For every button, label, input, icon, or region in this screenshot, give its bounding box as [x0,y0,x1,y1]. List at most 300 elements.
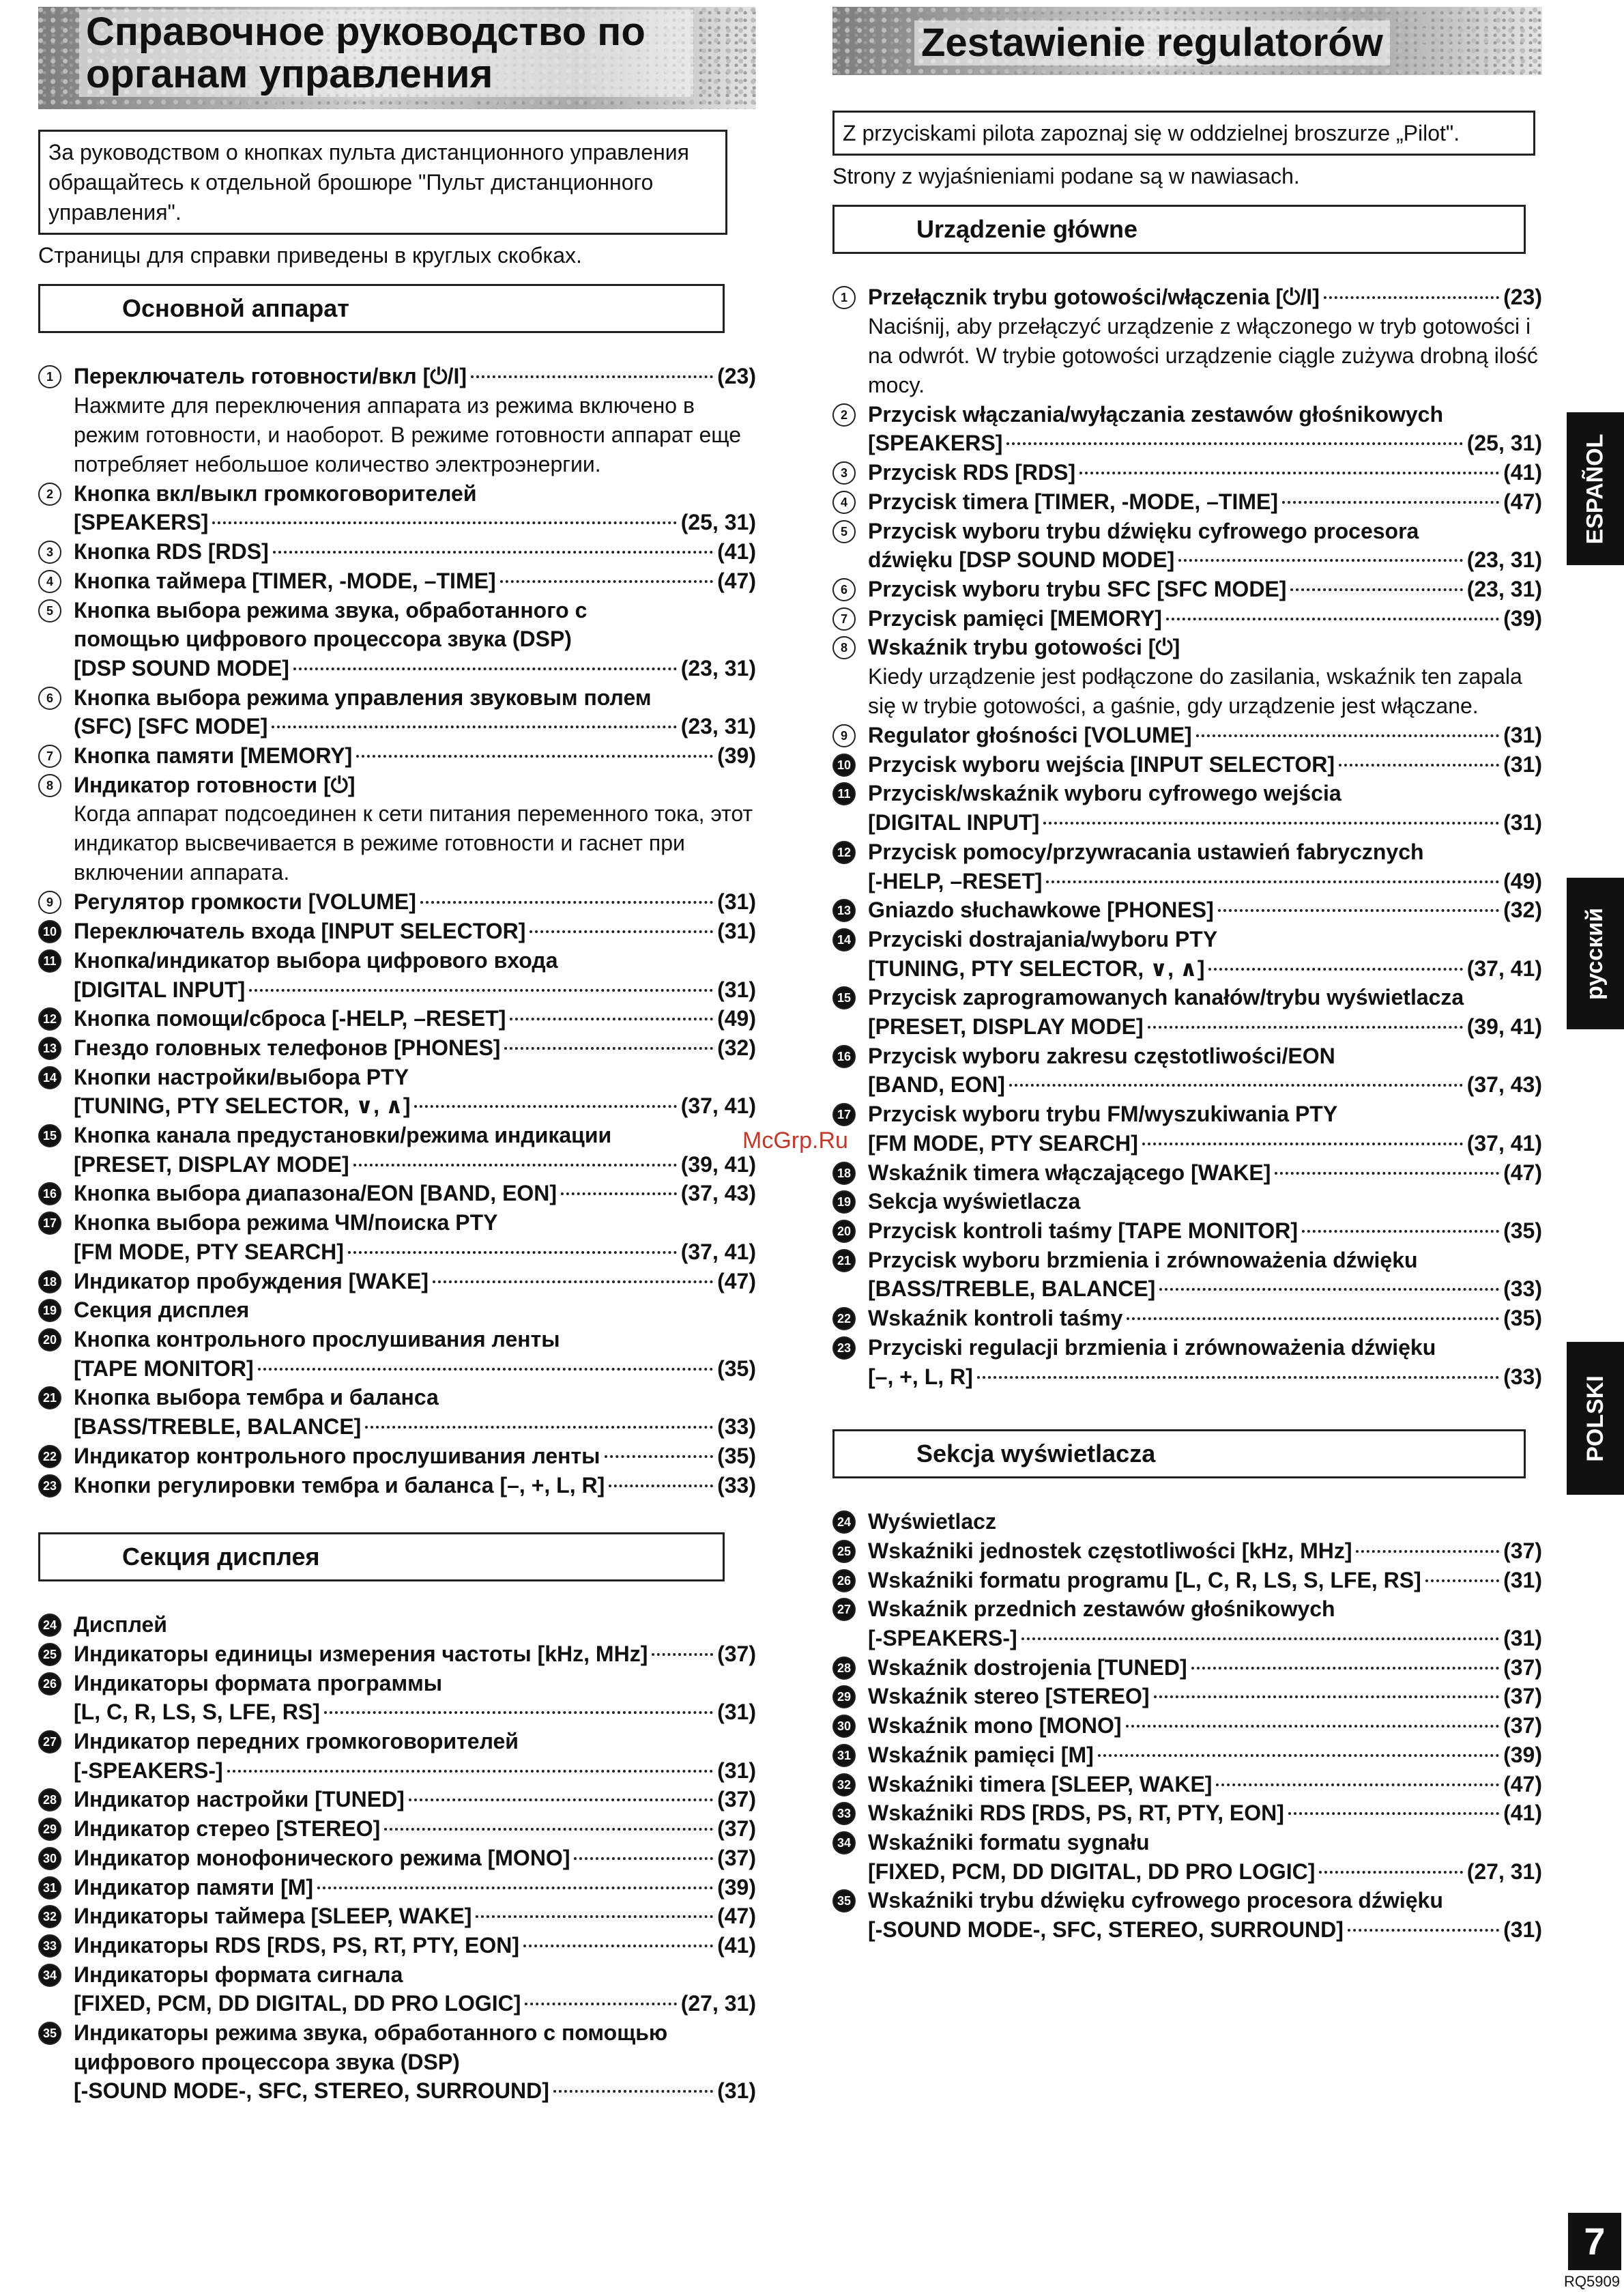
item-number-badge: 10 [832,754,856,777]
page-reference: (47) [717,568,756,593]
item-row [74,2076,756,2106]
item-number-badge: 20 [832,1220,856,1243]
page-reference: (37, 41) [680,1093,756,1119]
list-item [38,1960,756,2018]
item-row [868,1216,1542,1246]
dot-leader [609,1485,713,1487]
item-row [868,1012,1542,1042]
dot-leader [1208,968,1462,971]
list-item [832,1100,1542,1158]
item-row [74,1785,756,1814]
list-item [38,2018,756,2106]
item-row [74,1814,756,1844]
item-label: [FIXED, PCM, DD DIGITAL, DD PRO LOGIC] [74,1991,521,2016]
dot-leader [433,1280,713,1283]
item-label: Gniazdo słuchawkowe [PHONES] [868,898,1214,923]
list-item [38,1063,756,1121]
item-label: Кнопка контрольного прослушивания ленты [74,1326,560,1351]
dot-leader [1159,1288,1499,1291]
dot-leader [1191,1667,1499,1670]
item-number-badge: 26 [38,1672,61,1695]
list-item [832,1566,1542,1595]
page-reference: (33) [1503,1276,1542,1302]
pl-page-title: Zestawienie regulatorów [914,20,1390,66]
list-item [832,1304,1542,1333]
list-item [832,283,1542,400]
item-row [868,1129,1542,1158]
item-label: [TAPE MONITOR] [74,1356,254,1381]
item-row [74,1354,756,1384]
dot-leader [258,1368,713,1371]
item-label: Przycisk zaprogramowanych kanałów/trybu wyświetlacza [868,985,1464,1010]
dot-leader [500,580,714,583]
dot-leader [1216,1784,1499,1786]
item-label: Кнопка таймера [TIMER, -MODE, –TIME] [74,568,496,593]
item-label: Regulator głośności [VOLUME] [868,723,1192,748]
item-number-badge: 2 [38,483,61,506]
item-label: Индикатор готовности [⏻] [74,772,356,797]
list-item [832,1333,1542,1391]
page-reference: (32) [1503,898,1542,923]
item-number-badge: 20 [38,1328,61,1351]
item-number-badge: 9 [38,891,61,914]
list-item [38,946,756,1004]
list-item [38,1004,756,1033]
list-item [38,1727,756,1785]
dot-leader [414,1105,676,1108]
item-row [868,1653,1542,1682]
dot-leader [471,375,713,378]
list-item [832,779,1542,837]
dot-leader [249,989,713,992]
list-item [832,983,1542,1041]
item-description: Когда аппарат подсоединен к сети питания переменного тока, этот индикатор высвечивается в режиме готовности и гаснет при включении аппарата. [74,801,753,885]
item-row [868,867,1542,896]
dot-leader [652,1653,713,1656]
item-label: Кнопка RDS [RDS] [74,539,269,564]
page-reference: (23, 31) [680,714,756,739]
page-reference: (23) [1503,285,1542,309]
item-number-badge: 17 [832,1103,856,1126]
page-reference: (25, 31) [680,510,756,535]
item-row [868,1770,1542,1799]
item-label: Wskaźniki formatu programu [L, C, R, LS, S, LFE, RS] [868,1567,1421,1592]
list-item [832,1886,1542,1944]
dot-leader [212,521,676,524]
list-item [38,887,756,917]
item-number-badge: 27 [38,1730,61,1753]
item-row [868,1741,1542,1770]
item-row [74,1412,756,1442]
dot-leader [1282,501,1499,504]
list-item [38,1208,756,1266]
item-label: Wskaźniki timera [SLEEP, WAKE] [868,1771,1213,1796]
item-label: Przełącznik trybu gotowości/włączenia [⏻/I] [868,285,1320,309]
list-item [832,750,1542,779]
page-number: 7 [1568,2213,1621,2270]
item-label: Переключатель готовности/вкл [⏻/I] [74,364,467,388]
document-code: RQ5909 [1564,2273,1620,2290]
page-reference: (31) [717,889,756,915]
page-reference: (31) [1503,751,1542,777]
ru-display-heading: Секция дисплея [38,1532,725,1581]
dot-leader [1425,1579,1499,1582]
item-number-badge: 33 [38,1934,61,1958]
dot-leader [1302,1230,1499,1233]
item-label: Wyświetlacz [868,1509,996,1534]
item-number-badge: 7 [832,607,856,631]
item-number-badge: 16 [38,1182,61,1205]
item-label: Przyciski regulacji brzmienia i zrównoważenia dźwięku [868,1334,1436,1360]
item-label: Индикатор пробуждения [WAKE] [74,1268,429,1293]
item-number-badge: 29 [38,1818,61,1841]
item-row [868,750,1542,779]
item-number-badge: 31 [832,1744,856,1767]
list-item [38,1033,756,1063]
dot-leader [1021,1637,1499,1640]
dot-leader [1142,1143,1463,1145]
item-label: Wskaźnik timera włączającego [WAKE] [868,1160,1271,1185]
dot-leader [1148,1026,1463,1029]
item-number-badge: 8 [832,636,856,659]
item-row [74,1989,756,2018]
item-row [74,1844,756,1873]
item-label: Индикаторы режима звука, обработанного с помощью [74,2020,668,2046]
list-item [832,1741,1542,1770]
item-number-badge: 21 [832,1249,856,1272]
list-item [832,517,1542,575]
page-reference: (39) [1503,1742,1542,1767]
list-item [38,567,756,596]
item-label: [–, +, L, R] [868,1364,973,1389]
page-reference: (41) [717,1932,756,1958]
item-label: Wskaźnik mono [MONO] [868,1713,1122,1738]
page-reference: (31) [1503,1917,1542,1943]
page-reference: (39) [1503,605,1542,631]
item-row [74,917,756,946]
item-label: Przycisk timera [TIMER, -MODE, –TIME] [868,489,1279,514]
item-label: Регулятор громкости [VOLUME] [74,889,416,915]
item-label: Wskaźniki RDS [RDS, PS, RT, PTY, EON] [868,1801,1284,1826]
russian-column [38,0,756,2106]
item-label: [PRESET, DISPLAY MODE] [868,1014,1144,1040]
list-item [38,771,756,888]
item-number-badge: 1 [832,286,856,309]
item-label: Przycisk wyboru zakresu częstotliwości/EON [868,1043,1335,1068]
page-reference: (31) [717,1758,756,1783]
dot-leader [1178,559,1462,562]
pl-display-heading: Sekcja wyświetlacza [832,1429,1526,1478]
item-row [74,712,756,741]
dot-leader [1166,618,1499,620]
item-label: Wskaźniki formatu sygnału [868,1829,1150,1854]
list-item [38,1442,756,1471]
tab-espanol-label: ESPAÑOL [1582,433,1608,544]
dot-leader [1046,880,1499,883]
item-number-badge: 23 [38,1474,61,1498]
item-label: Гнездо головных телефонов [PHONES] [74,1035,501,1060]
item-row [74,654,756,683]
list-item [832,1594,1542,1652]
item-row [868,575,1542,604]
item-description: Kiedy urządzenie jest podłączone do zasilania, wskaźnik ten zapala się w trybie gotowości, a gaśnie, gdy urządzenie jest włączane. [868,664,1522,719]
list-item [832,1682,1542,1711]
pl-remote-note: Z przyciskami pilota zapoznaj się w oddzielnej broszurze „Pilot". [832,111,1535,156]
item-label: [PRESET, DISPLAY MODE] [74,1151,349,1177]
dot-leader [574,1857,713,1860]
item-number-badge: 4 [832,491,856,514]
page-reference: (33) [1503,1364,1542,1389]
item-row [74,741,756,771]
item-label: [SPEAKERS] [868,431,1003,456]
item-label: [-SPEAKERS-] [74,1758,223,1783]
item-number-badge: 5 [38,599,61,622]
item-row [74,362,756,391]
item-label: Кнопка памяти [MEMORY] [74,743,353,769]
list-item [832,721,1542,750]
item-row [868,1304,1542,1333]
item-number-badge: 14 [38,1066,61,1089]
item-label: Wskaźnik przednich zestawów głośnikowych [868,1596,1335,1622]
item-number-badge: 23 [832,1336,856,1360]
list-item [38,683,756,741]
item-label: Przycisk wyboru trybu SFC [SFC MODE] [868,576,1287,601]
item-number-badge: 22 [38,1445,61,1468]
page-reference: (49) [717,1006,756,1031]
item-number-badge: 19 [38,1299,61,1322]
list-item [832,487,1542,517]
item-label: Przycisk kontroli taśmy [TAPE MONITOR] [868,1218,1299,1243]
dot-leader [1127,1317,1499,1320]
page-reference: (31) [1503,810,1542,835]
item-label: [-SOUND MODE-, SFC, STEREO, SURROUND] [868,1917,1344,1943]
item-number-badge: 32 [38,1905,61,1928]
list-item [38,479,756,537]
item-number-badge: 2 [832,403,856,427]
list-item [38,1814,756,1844]
item-label: Przyciski dostrajania/wyboru PTY [868,926,1218,951]
item-label: Кнопки настройки/выбора PTY [74,1064,409,1089]
list-item [38,596,756,683]
item-label: Дисплей [74,1612,167,1637]
item-label: [FM MODE, PTY SEARCH] [74,1239,344,1264]
item-row [74,1004,756,1033]
dot-leader [1006,442,1462,445]
item-number-badge: 35 [832,1889,856,1913]
item-label: Кнопка выбора тембра и баланса [74,1385,439,1410]
list-item [832,1246,1542,1304]
list-item [832,1536,1542,1566]
ru-title-banner [38,7,756,109]
item-label: [-SOUND MODE-, SFC, STEREO, SURROUND] [74,2078,549,2104]
item-label: Przycisk/wskaźnik wyboru cyfrowego wejścia [868,781,1342,806]
item-label: Индикатор контрольного прослушивания ленты [74,1443,600,1468]
item-label: Wskaźnik trybu gotowości [⏻] [868,635,1180,660]
item-number-badge: 11 [832,782,856,805]
page-reference: (41) [717,539,756,564]
item-label: Индикаторы таймера [SLEEP, WAKE] [74,1904,472,1929]
ru-pages-note: Страницы для справки приведены в круглых скобках. [38,243,582,268]
item-number-badge: 28 [38,1788,61,1811]
page-reference: (37) [717,1816,756,1842]
item-row [868,1624,1542,1653]
list-item [38,1471,756,1500]
item-row [74,1931,756,1960]
item-row [74,975,756,1005]
item-label: [BASS/TREBLE, BALANCE] [868,1276,1156,1302]
list-item [38,1873,756,1902]
item-label: Wskaźnik pamięci [M] [868,1742,1094,1767]
item-row [868,487,1542,517]
list-item [832,1711,1542,1741]
page-reference: (47) [1503,489,1542,514]
item-number-badge: 18 [38,1270,61,1293]
dot-leader [1126,1725,1500,1728]
item-row [868,954,1542,984]
dot-leader [525,2003,676,2005]
polish-column [832,0,1542,1945]
page-reference: (37) [717,1845,756,1870]
page-reference: (33) [717,1472,756,1498]
dot-leader [605,1455,714,1458]
list-item [832,1828,1542,1886]
item-number-badge: 34 [38,1964,61,1987]
page-reference: (37, 41) [1466,1130,1542,1156]
dot-leader [1356,1550,1499,1553]
item-row [74,1179,756,1208]
item-label: (SFC) [SFC MODE] [74,714,268,739]
list-item [38,1902,756,1931]
item-number-badge: 16 [832,1045,856,1068]
item-number-badge: 33 [832,1802,856,1825]
item-number-badge: 6 [832,578,856,601]
item-row [74,1697,756,1727]
list-item [832,633,1542,721]
item-label: Przycisk pomocy/przywracania ustawień fabrycznych [868,839,1424,864]
item-label: Przycisk wyboru brzmienia i zrównoważenia dźwięku [868,1247,1418,1272]
dot-leader [476,1915,713,1918]
item-number-badge: 15 [38,1124,61,1147]
page-reference: (35) [717,1443,756,1468]
dot-leader [530,930,713,933]
list-item [38,1325,756,1383]
item-label: Sekcja wyświetlacza [868,1189,1081,1214]
page-reference: (37) [1503,1538,1542,1563]
item-label: Wskaźnik stereo [STEREO] [868,1684,1150,1709]
dot-leader [1196,734,1499,737]
pl-title-banner [832,7,1542,75]
item-label: Przycisk RDS [RDS] [868,460,1076,485]
pl-main-unit-list [832,283,1542,1391]
page-reference: (37, 43) [680,1181,756,1206]
item-label: Кнопка выбора режима ЧМ/поиска PTY [74,1210,498,1235]
item-label: Кнопка выбора режима звука, обработанного с [74,597,588,622]
item-label: [BASS/TREBLE, BALANCE] [74,1414,362,1439]
page-reference: (31) [1503,1626,1542,1651]
item-label: [FM MODE, PTY SEARCH] [868,1130,1138,1156]
list-item [832,837,1542,896]
dot-leader [1218,909,1499,912]
dot-leader [1079,472,1499,474]
item-number-badge: 18 [832,1162,856,1185]
item-number-badge: 24 [38,1614,61,1637]
page-reference: (35) [717,1356,756,1381]
page-reference: (37, 41) [1466,956,1542,981]
item-number-badge: 1 [38,365,61,388]
pl-pages-note: Strony z wyjaśnieniami podane są w nawiasach. [832,164,1300,188]
page-reference: (23) [717,364,756,388]
tab-espanol [1567,412,1624,565]
item-number-badge: 25 [38,1643,61,1666]
item-label: [-HELP, –RESET] [868,868,1043,893]
list-item [38,1669,756,1727]
page-reference: (31) [717,977,756,1002]
item-number-badge: 35 [38,2022,61,2045]
item-row [868,1158,1542,1188]
item-label: [TUNING, PTY SELECTOR, ∨, ∧] [868,956,1205,981]
item-row [74,1237,756,1267]
item-number-badge: 10 [38,920,61,943]
item-number-badge: 3 [832,461,856,485]
item-number-badge: 3 [38,541,61,564]
list-item [832,1770,1542,1799]
pl-main-unit-heading: Urządzenie główne [832,205,1526,254]
ru-page-title: Справочное руководство по органам управления [79,10,693,97]
item-row [868,1799,1542,1828]
list-item [832,896,1542,925]
item-label: dźwięku [DSP SOUND MODE] [868,547,1175,573]
ru-main-unit-heading: Основной аппарат [38,284,725,333]
page-reference: (32) [717,1035,756,1060]
item-label: Wskaźnik kontroli taśmy [868,1306,1123,1331]
item-row [868,1566,1542,1595]
dot-leader [353,1164,677,1166]
item-row [868,429,1542,458]
list-item [38,1785,756,1814]
list-item [38,1383,756,1441]
page-reference: (37) [1503,1684,1542,1709]
dot-leader [504,1047,713,1050]
item-number-badge: 5 [832,520,856,543]
item-number-badge: 29 [832,1685,856,1708]
page-reference: (31) [717,1700,756,1725]
dot-leader [1098,1754,1499,1757]
list-item [38,537,756,567]
item-label: Кнопки регулировки тембра и баланса [–, +, L, R] [74,1472,605,1498]
item-label: Индикаторы формата программы [74,1670,443,1695]
item-label: Секция дисплея [74,1298,250,1323]
item-row [868,458,1542,487]
list-item [38,1639,756,1669]
item-number-badge: 32 [832,1773,856,1796]
list-item [832,1216,1542,1246]
dot-leader [1319,1871,1462,1874]
item-row [868,545,1542,575]
item-label: Przycisk wyboru wejścia [INPUT SELECTOR] [868,751,1335,777]
page-reference: (31) [717,2078,756,2104]
item-label: помощью цифрового процессора звука (DSP) [74,627,572,652]
dot-leader [272,726,676,728]
item-label: Индикатор стерео [STEREO] [74,1816,381,1842]
dot-leader [523,1945,713,1947]
item-number-badge: 12 [832,841,856,864]
item-row [868,1362,1542,1392]
item-number-badge: 25 [832,1540,856,1563]
dot-leader [227,1770,713,1773]
list-item [832,1799,1542,1828]
page-reference: (23, 31) [1466,547,1542,573]
dot-leader [293,668,677,670]
